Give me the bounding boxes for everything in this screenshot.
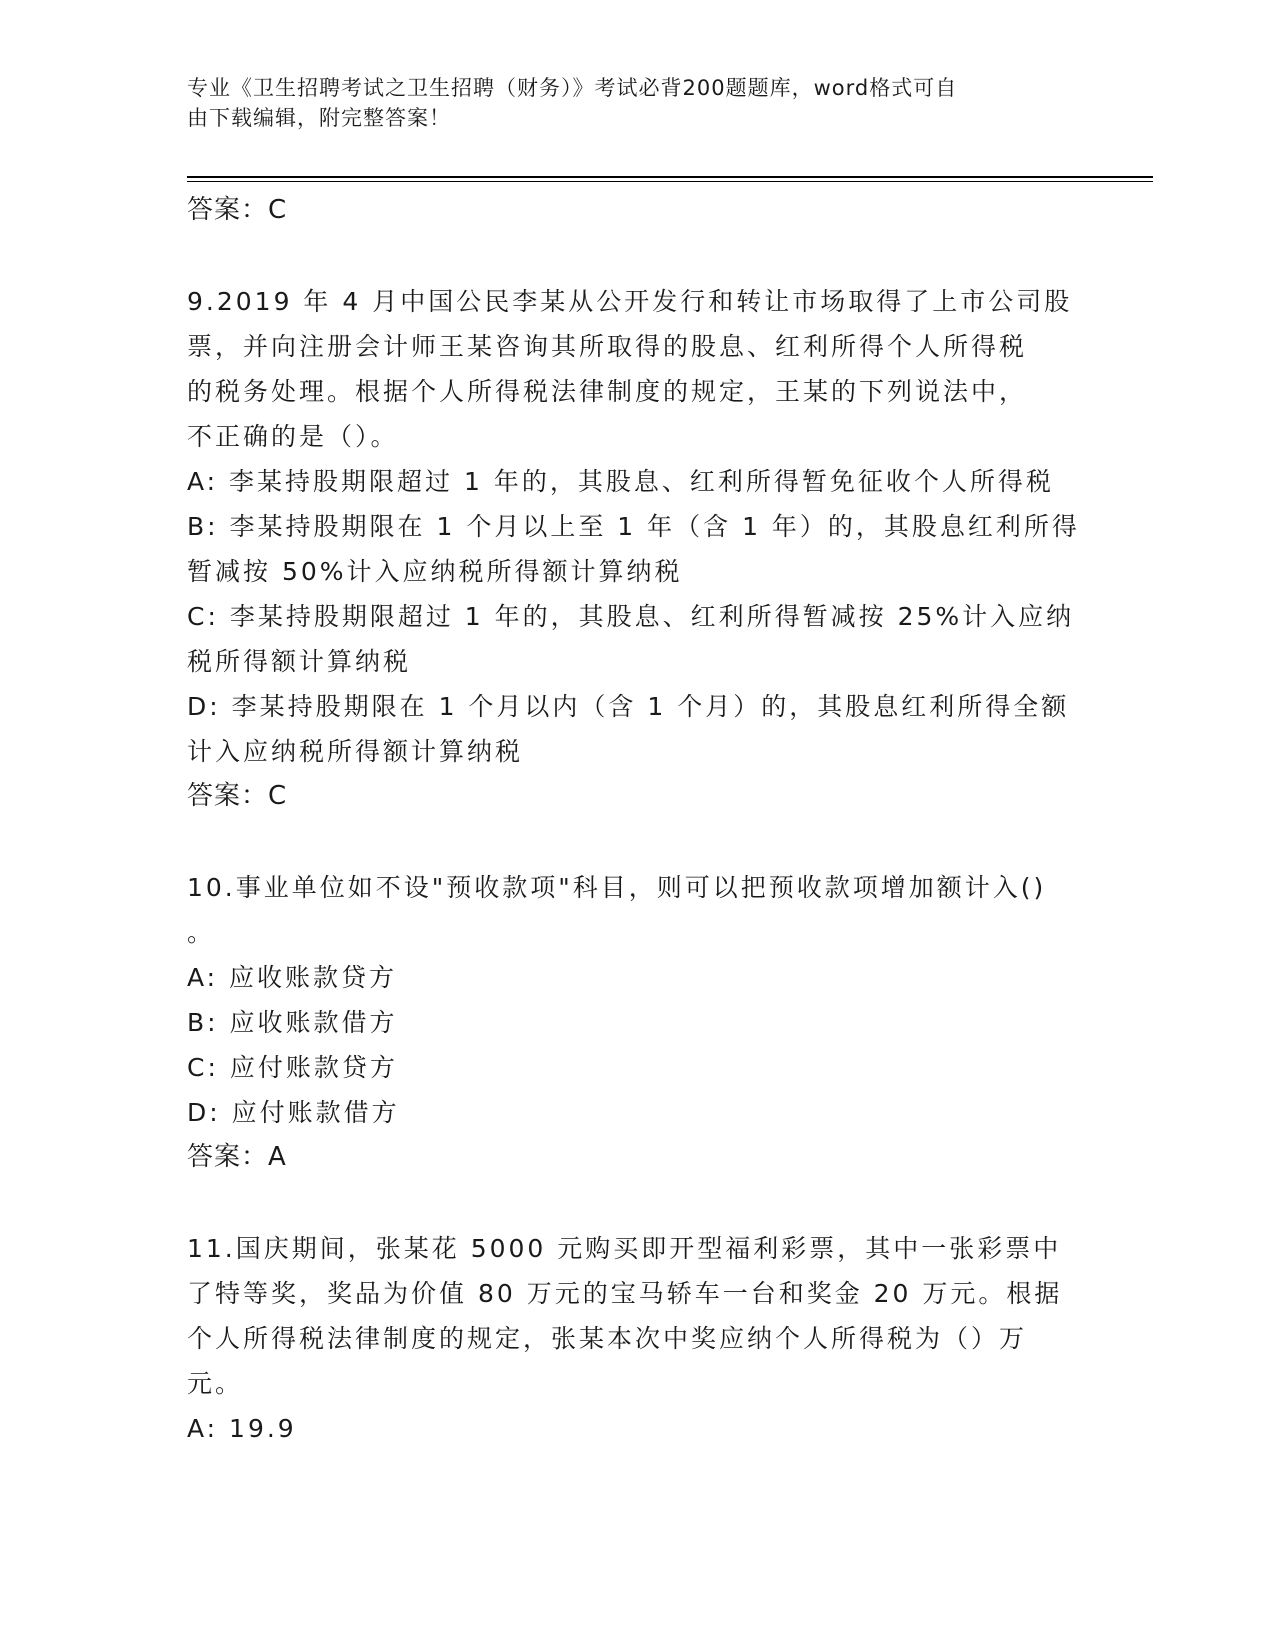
option-c: C: 应付账款贷方	[187, 1053, 398, 1082]
option-b: B: 李某持股期限在 1 个月以上至 1 年（含 1 年）的，其股息红利所得	[187, 512, 1080, 541]
option-a: A: 19.9	[187, 1414, 297, 1443]
document-body	[187, 188, 1087, 1451]
question-text-line: 个人所得税法律制度的规定，张某本次中奖应纳个人所得税为（）万	[187, 1324, 1028, 1353]
question-block-9	[187, 279, 1087, 819]
option-c: C: 李某持股期限超过 1 年的，其股息、红利所得暂减按 25%计入应纳	[187, 602, 1075, 631]
spacer	[187, 233, 1087, 279]
question-text-line: 11.国庆期间，张某花 5000 元购买即开型福利彩票，其中一张彩票中	[187, 1234, 1062, 1263]
option-b: B: 应收账款借方	[187, 1008, 398, 1037]
option-a: A: 应收账款贷方	[187, 963, 398, 992]
document-header	[187, 73, 1067, 133]
answer-line: 答案：C	[187, 781, 288, 811]
header-line: 由下载编辑，附完整答案！	[187, 106, 451, 130]
question-block-11	[187, 1226, 1087, 1451]
header-divider-thick	[187, 176, 1153, 178]
header-divider-thin	[187, 181, 1153, 182]
question-text-line: 票，并向注册会计师王某咨询其所取得的股息、红利所得个人所得税	[187, 332, 1028, 361]
question-text-line: 不正确的是（）。	[187, 422, 399, 451]
spacer	[187, 819, 1087, 865]
option-d: D: 李某持股期限在 1 个月以内（含 1 个月）的，其股息红利所得全额	[187, 692, 1070, 721]
question-text-line: 的税务处理。根据个人所得税法律制度的规定，王某的下列说法中，	[187, 377, 1028, 406]
option-b-continued: 暂减按 50%计入应纳税所得额计算纳税	[187, 557, 683, 586]
option-d-continued: 计入应纳税所得额计算纳税	[187, 737, 524, 766]
question-text-line: 。	[187, 918, 216, 947]
header-line: 专业《卫生招聘考试之卫生招聘（财务）》考试必背200题题库，word格式可自	[187, 76, 958, 100]
spacer	[187, 1180, 1087, 1226]
question-block-10	[187, 865, 1087, 1180]
answer-line: 答案：C	[187, 195, 288, 225]
question-text-line: 10.事业单位如不设"预收款项"科目，则可以把预收款项增加额计入()	[187, 873, 1047, 902]
option-c-continued: 税所得额计算纳税	[187, 647, 412, 676]
answer-line: 答案：A	[187, 1142, 287, 1172]
option-a: A: 李某持股期限超过 1 年的，其股息、红利所得暂免征收个人所得税	[187, 467, 1054, 496]
option-d: D: 应付账款借方	[187, 1098, 400, 1127]
question-text-line: 了特等奖，奖品为价值 80 万元的宝马轿车一台和奖金 20 万元。根据	[187, 1279, 1063, 1308]
question-text-line: 元。	[187, 1369, 244, 1398]
question-text-line: 9.2019 年 4 月中国公民李某从公开发行和转让市场取得了上市公司股	[187, 287, 1073, 316]
